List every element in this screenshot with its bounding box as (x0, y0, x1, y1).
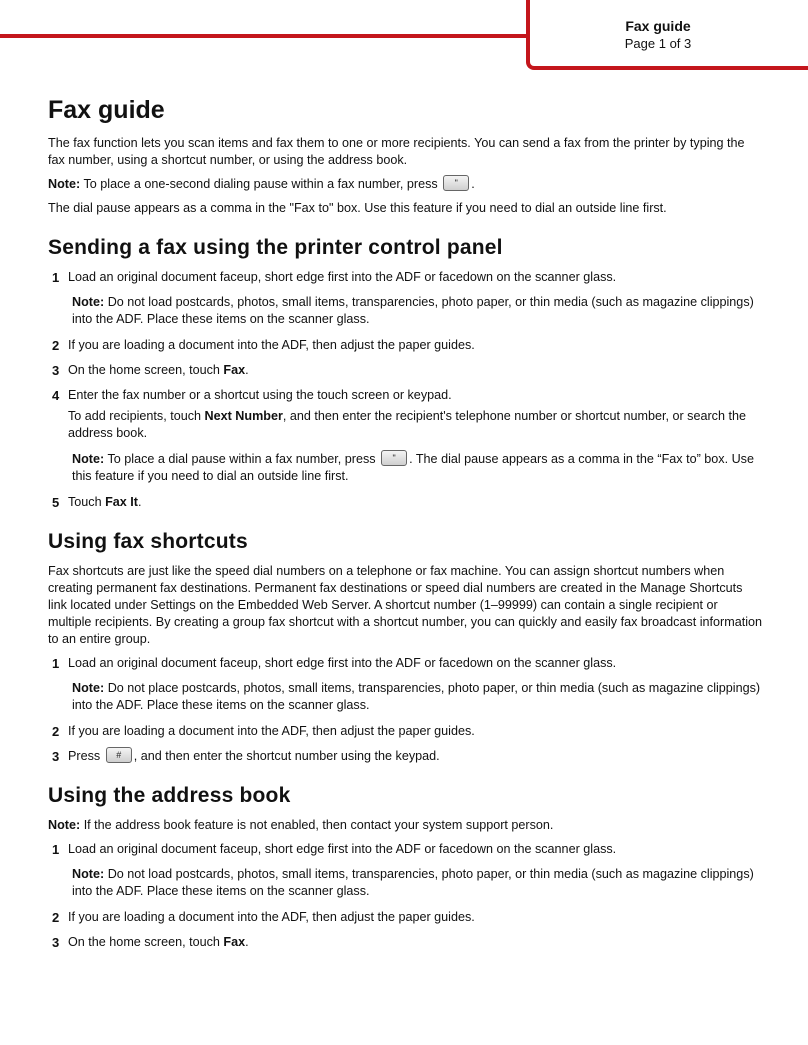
pause-key-icon: " (443, 175, 469, 191)
step-2 (48, 723, 764, 740)
step-number: 1 (52, 842, 60, 857)
step-number: 2 (52, 910, 60, 925)
step-text: Press # , and then enter the shortcut number using the keypad. (68, 748, 764, 765)
section-sending-fax (48, 234, 764, 511)
step-3 (48, 748, 764, 765)
step-3 (48, 934, 764, 951)
section-fax-shortcuts (48, 528, 764, 765)
step-1-note: Note: Do not load postcards, photos, small items, transparencies, photo paper, or thin media (such as magazine clippings) into the ADF. Place these items on the scanner glass. (72, 867, 754, 898)
intro-paragraph: The fax function lets you scan items and fax them to one or more recipients. You can send a fax from the printer by typing the fax number, using a shortcut number, or using the address book. (48, 136, 745, 167)
shortcuts-paragraph: Fax shortcuts are just like the speed dial numbers on a telephone or fax machine. You can assign shortcut numbers when creating permanent fax destinations. Permanent fax destinations or speed dial numbers are created in the Manage Shortcuts link located under Settings on the Embedded Web Server. A shortcut number (1–99999) can contain a single recipient or multiple recipients. By creating a group fax shortcut with a shortcut number, you can quickly and easily fax broadcast information to an entire group. (48, 564, 763, 646)
step-text: On the home screen, touch Fax. (68, 935, 249, 949)
header-title: Fax guide (625, 18, 691, 34)
step-number: 3 (52, 749, 60, 764)
header-page-number: Page 1 of 3 (624, 36, 692, 51)
intro-note: Note: To place a one-second dialing pause within a fax number, press " . (48, 176, 764, 193)
step-number: 1 (52, 270, 60, 285)
step-1-note: Note: Do not place postcards, photos, small items, transparencies, photo paper, or thin media (such as magazine clippings) into the ADF. Place these items on the scanner glass. (72, 681, 761, 712)
address-book-note: Note: If the address book feature is not enabled, then contact your system support person. (48, 818, 554, 832)
step-text: Touch Fax It. (68, 495, 142, 509)
step-text: Load an original document faceup, short edge first into the ADF or facedown on the scanner glass. (68, 656, 617, 670)
step-4 (48, 387, 764, 404)
step-text: If you are loading a document into the ADF, then adjust the paper guides. (68, 338, 475, 352)
step-2 (48, 337, 764, 354)
step-number: 4 (52, 388, 60, 403)
step-4-note: Note: To place a dial pause within a fax number, press " . The dial pause appears as a comma in the “Fax to” box. Use this feature if you need to dial an outside line first. (48, 451, 764, 485)
step-4-detail: To add recipients, touch Next Number, and then enter the recipient's telephone number or shortcut number, or search the address book. (68, 409, 746, 440)
step-text: Load an original document faceup, short edge first into the ADF or facedown on the scanner glass. (68, 842, 617, 856)
step-1 (48, 655, 764, 672)
step-text: If you are loading a document into the ADF, then adjust the paper guides. (68, 724, 475, 738)
step-5 (48, 494, 764, 511)
note-label: Note: (48, 177, 81, 191)
note-text: To place a one-second dialing pause within a fax number, press (83, 177, 438, 191)
step-1 (48, 841, 764, 858)
step-number: 3 (52, 363, 60, 378)
step-text: Load an original document faceup, short edge first into the ADF or facedown on the scanner glass. (68, 270, 617, 284)
step-number: 5 (52, 495, 60, 510)
dial-pause-paragraph: The dial pause appears as a comma in the "Fax to" box. Use this feature if you need to dial an outside line first. (48, 201, 667, 215)
hash-key-icon: # (106, 747, 132, 763)
section-title: Using fax shortcuts (48, 530, 248, 553)
step-text: On the home screen, touch Fax. (68, 363, 249, 377)
step-number: 2 (52, 338, 60, 353)
section-title: Using the address book (48, 784, 291, 807)
step-2 (48, 909, 764, 926)
step-1-note: Note: Do not load postcards, photos, small items, transparencies, photo paper, or thin media (such as magazine clippings) into the ADF. Place these items on the scanner glass. (72, 295, 754, 326)
step-text: If you are loading a document into the ADF, then adjust the paper guides. (68, 910, 475, 924)
document-body (48, 94, 764, 959)
page-title: Fax guide (48, 96, 165, 124)
step-number: 1 (52, 656, 60, 671)
step-3 (48, 362, 764, 379)
step-number: 3 (52, 935, 60, 950)
pause-key-icon: " (381, 450, 407, 466)
step-text: Enter the fax number or a shortcut using the touch screen or keypad. (68, 388, 452, 402)
step-1 (48, 269, 764, 286)
section-title: Sending a fax using the printer control panel (48, 236, 503, 259)
section-address-book (48, 782, 764, 951)
step-number: 2 (52, 724, 60, 739)
header-red-rule (0, 34, 528, 38)
